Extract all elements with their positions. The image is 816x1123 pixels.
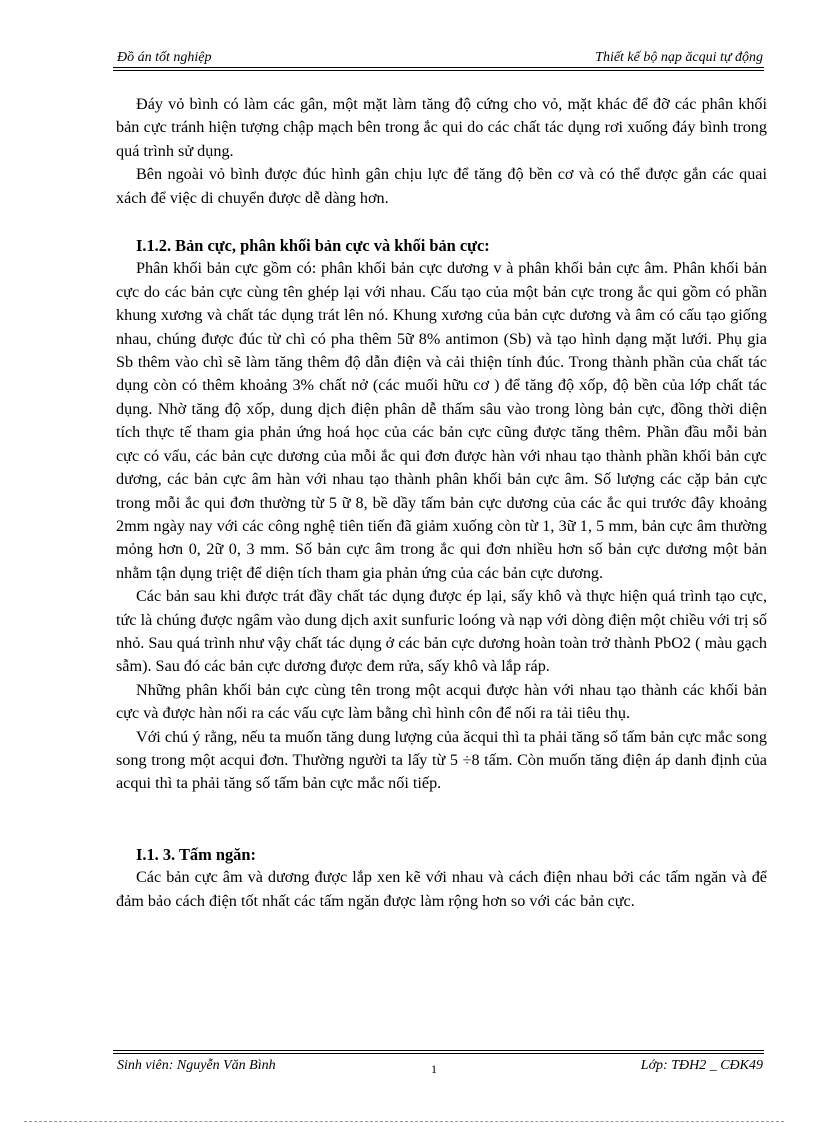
page-bottom-edge xyxy=(24,1121,784,1122)
paragraph: Các bản sau khi được trát đầy chất tác dụng được ép lại, sấy khô và thực hiện quá trình tạo cực, tức là chúng được ngâm vào dung dịch axit sunfuric loóng và nạp với dòng điện một chiều với trị số nhỏ. Sau quá trình như vậy chất tác dụng ở các bản cực dương hoàn toàn trở thành PbO2 ( màu gạch sẫm). Sau đó các bản cực dương được đem rửa, sấy khô và lắp ráp. xyxy=(116,587,767,676)
page-number: 1 xyxy=(431,1062,437,1076)
header-left-text: Đồ án tốt nghiệp xyxy=(117,50,212,65)
page-footer xyxy=(113,1058,763,1078)
paragraph: Phân khối bản cực gồm có: phân khối bản cực dương v à phân khối bản cực âm. Phân khối bản cực do các bản cực cùng tên ghép lại với nhau. Cấu tạo của một bản cực trong ắc qui gồm có phần khung xương và chất tác dụng trát lên nó. Khung xương của bản cực dương và âm có cấu tạo giống nhau, chúng được đúc từ chì có pha thêm 5ữ 8% antimon (Sb) và tạo hình dạng mặt lưới. Phụ gia Sb thêm vào chì sẽ làm tăng thêm độ dẫn điện và cải thiện tính đúc. Trong thành phần của chất tác dụng còn có thêm khoảng 3% chất nở (các muối hữu cơ ) để tăng độ xốp, độ bền của lớp chất tác dụng. Nhờ tăng độ xốp, dung dịch điện phân dễ thấm sâu vào trong lòng bản cực, đồng thời diện tích thực tế tham gia phản ứng hoá học của các bản cực cũng được tăng thêm. Phần đầu mỗi bản cực có vấu, các bản cực dương của mỗi ắc qui đơn được hàn với nhau tạo thành phần khối bản cực dương, các bản cực âm hàn với nhau tạo thành phân khối bản cực âm. Số lượng các cặp bản cực trong mỗi ắc qui đơn thường từ 5 ữ 8, bề dầy tấm bản cực dương của các ắc qui trước đây khoảng 2mm ngày nay với các công nghệ tiên tiến đã giảm xuống còn từ 1, 3ữ 1, 5 mm, bản cực âm thường mỏng hơn 0, 2ữ 0, 3 mm. Số bản cực âm trong ắc qui đơn nhiều hơn số bản cực dương một bản nhằm tận dụng triệt để diện tích tham gia phản ứng của các bản cực dương. xyxy=(116,259,767,582)
footer-class-name: Lớp: TĐH2 _ CĐK49 xyxy=(640,1058,763,1073)
document-body xyxy=(116,93,767,913)
header-right-text: Thiết kế bộ nạp ăcqui tự động xyxy=(595,50,763,65)
section-heading: I.1.2. Bản cực, phân khối bản cực và khối bản cực: xyxy=(136,236,490,256)
paragraph: Những phân khối bản cực cùng tên trong một acqui được hàn với nhau tạo thành các khối bản cực và được hàn nối ra các vấu cực làm bằng chì hình côn để nối ra tải tiêu thụ. xyxy=(116,680,767,723)
header-divider xyxy=(113,67,764,71)
footer-student-name: Sinh viên: Nguyễn Văn Bình xyxy=(117,1058,276,1073)
paragraph: Với chú ý rằng, nếu ta muốn tăng dung lượng của ăcqui thì ta phải tăng số tấm bản cực mắc song song trong một acqui đơn. Thường người ta lấy từ 5 ÷8 tấm. Còn muốn tăng điện áp danh định của acqui thì ta phải tăng số tấm bản cực mắc nối tiếp. xyxy=(116,727,767,793)
paragraph: Đáy vỏ bình có làm các gân, một mặt làm tăng độ cứng cho vỏ, mặt khác để đỡ các phân khối bản cực tránh hiện tượng chập mạch bên trong ắc qui do các chất tác dụng rơi xuống đáy bình trong quá trình sử dụng. xyxy=(116,95,767,160)
section-heading: I.1. 3. Tấm ngăn: xyxy=(136,844,256,864)
paragraph: Các bản cực âm và dương được lắp xen kẽ với nhau và cách điện nhau bởi các tấm ngăn và để đảm bảo cách điện tốt nhất các tấm ngăn được làm rộng hơn so với các bản cực. xyxy=(116,868,767,910)
page-header xyxy=(113,50,763,68)
footer-divider xyxy=(113,1050,764,1054)
paragraph: Bên ngoài vỏ bình được đúc hình gân chịu lực để tăng độ bền cơ và có thể được gắn các quai xách để việc di chuyển được dễ dàng hơn. xyxy=(116,165,767,207)
